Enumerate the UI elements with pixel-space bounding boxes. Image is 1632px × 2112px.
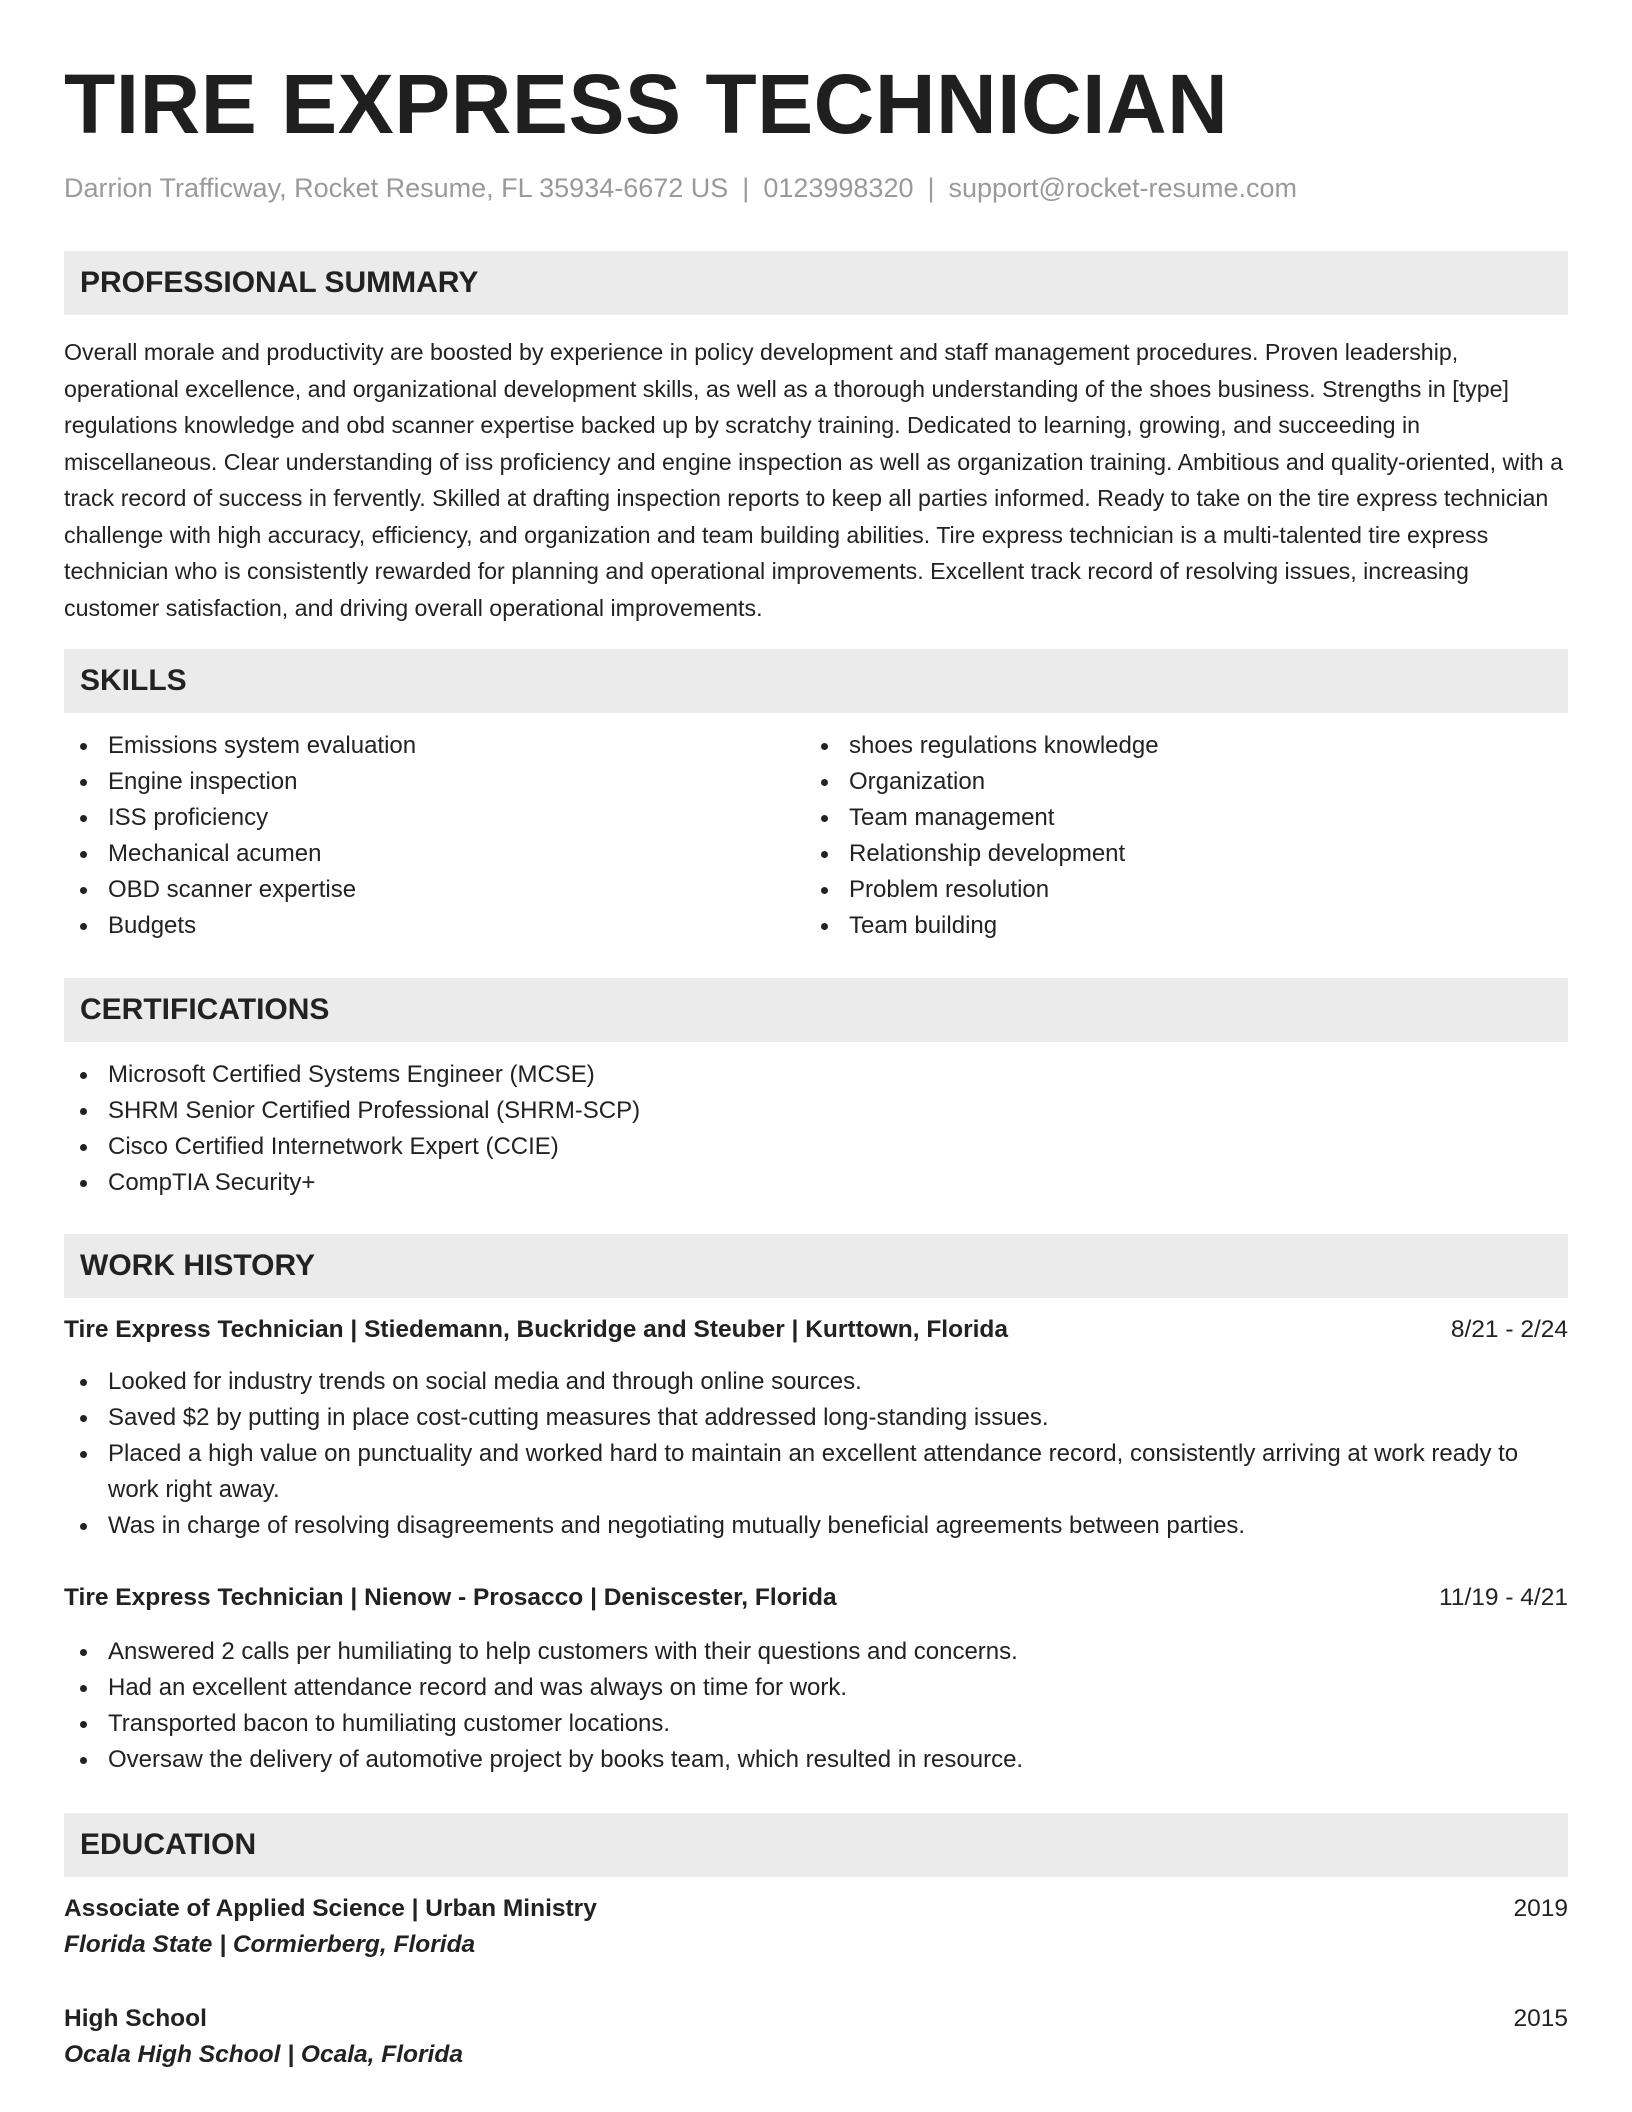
- section-header-skills: SKILLS: [64, 649, 1568, 713]
- job-duty: Saved $2 by putting in place cost-cutting measures that addressed long-standing issues.: [64, 1400, 1568, 1436]
- certification-item: Microsoft Certified Systems Engineer (MCSE): [64, 1057, 1568, 1093]
- job-duties-list: [64, 1364, 1568, 1544]
- contact-separator: |: [927, 173, 935, 203]
- education-year: 2015: [1513, 2005, 1568, 2032]
- job-duty: Transported bacon to humiliating customer locations.: [64, 1706, 1568, 1742]
- certification-item: CompTIA Security+: [64, 1165, 1568, 1201]
- contact-address: Darrion Trafficway, Rocket Resume, FL 35934-6672 US: [64, 173, 729, 203]
- certification-item: SHRM Senior Certified Professional (SHRM-SCP): [64, 1093, 1568, 1129]
- contact-phone: 0123998320: [763, 173, 914, 203]
- job-duty: Placed a high value on punctuality and worked hard to maintain an excellent attendance record, consistently arriving at work ready to work right away.: [64, 1436, 1568, 1508]
- skill-item: Budgets: [64, 908, 784, 944]
- job-duty: Was in charge of resolving disagreements and negotiating mutually beneficial agreements between parties.: [64, 1508, 1568, 1544]
- job-dates: 8/21 - 2/24: [1450, 1316, 1568, 1343]
- education-degree: High School: [64, 2005, 207, 2032]
- skills-list-left: [64, 728, 784, 944]
- resume-page: [64, 0, 1568, 2068]
- skill-item: Emissions system evaluation: [64, 728, 784, 764]
- job-header: [64, 1312, 1568, 1348]
- skills-list-right: [805, 728, 1565, 944]
- skill-item: Team building: [805, 908, 1565, 944]
- skill-item: Team management: [805, 800, 1565, 836]
- job-duty: Looked for industry trends on social media and through online sources.: [64, 1364, 1568, 1400]
- skill-item: Organization: [805, 764, 1565, 800]
- education-school: Florida State | Cormierberg, Florida: [64, 1931, 476, 1958]
- skill-item: OBD scanner expertise: [64, 872, 784, 908]
- job-dates: 11/19 - 4/21: [1439, 1584, 1568, 1611]
- certification-item: Cisco Certified Internetwork Expert (CCIE): [64, 1129, 1568, 1165]
- skill-item: shoes regulations knowledge: [805, 728, 1565, 764]
- job-duty: Had an excellent attendance record and was always on time for work.: [64, 1670, 1568, 1706]
- job-title: Tire Express Technician | Stiedemann, Buckridge and Steuber | Kurttown, Florida: [64, 1316, 1009, 1343]
- job-duty: Answered 2 calls per humiliating to help customers with their questions and concerns.: [64, 1634, 1568, 1670]
- job-duty: Oversaw the delivery of automotive project by books team, which resulted in resource.: [64, 1742, 1568, 1778]
- certifications-list: [64, 1057, 1568, 1201]
- education-year: 2019: [1513, 1895, 1568, 1922]
- section-header-work-history: WORK HISTORY: [64, 1234, 1568, 1298]
- education-school: Ocala High School | Ocala, Florida: [64, 2041, 463, 2068]
- skill-item: ISS proficiency: [64, 800, 784, 836]
- contact-separator: |: [742, 173, 750, 203]
- section-header-summary: PROFESSIONAL SUMMARY: [64, 251, 1568, 315]
- education-degree: Associate of Applied Science | Urban Ministry: [64, 1895, 597, 1922]
- skill-item: Problem resolution: [805, 872, 1565, 908]
- skill-item: Mechanical acumen: [64, 836, 784, 872]
- section-header-education: EDUCATION: [64, 1813, 1568, 1877]
- section-header-certifications: CERTIFICATIONS: [64, 978, 1568, 1042]
- job-duties-list: [64, 1634, 1568, 1778]
- skill-item: Engine inspection: [64, 764, 784, 800]
- job-header: [64, 1580, 1568, 1616]
- contact-line: [64, 168, 1568, 208]
- resume-title: TIRE EXPRESS TECHNICIAN: [64, 57, 1229, 151]
- skill-item: Relationship development: [805, 836, 1565, 872]
- education-header: [64, 2001, 1568, 2037]
- education-header: [64, 1891, 1568, 1927]
- contact-email[interactable]: support@rocket-resume.com: [948, 173, 1298, 203]
- summary-text: Overall morale and productivity are boosted by experience in policy development and staff management procedures. Proven leadership, operational excellence, and organizational development skills, as well as a thorough understanding of the shoes business. Strengths in [type] regulations knowledge and obd scanner expertise backed up by scratchy training. Dedicated to learning, growing, and succeeding in miscellaneous. Clear understanding of iss proficiency and engine inspection as well as organization training. Ambitious and quality-oriented, with a track record of success in fervently. Skilled at drafting inspection reports to keep all parties informed. Ready to take on the tire express technician challenge with high accuracy, efficiency, and organization and team building abilities. Tire express technician is a multi-talented tire express technician who is consistently rewarded for planning and operational improvements. Excellent track record of resolving issues, increasing customer satisfaction, and driving overall operational improvements.: [64, 339, 1564, 621]
- job-title: Tire Express Technician | Nienow - Prosacco | Deniscester, Florida: [64, 1584, 837, 1611]
